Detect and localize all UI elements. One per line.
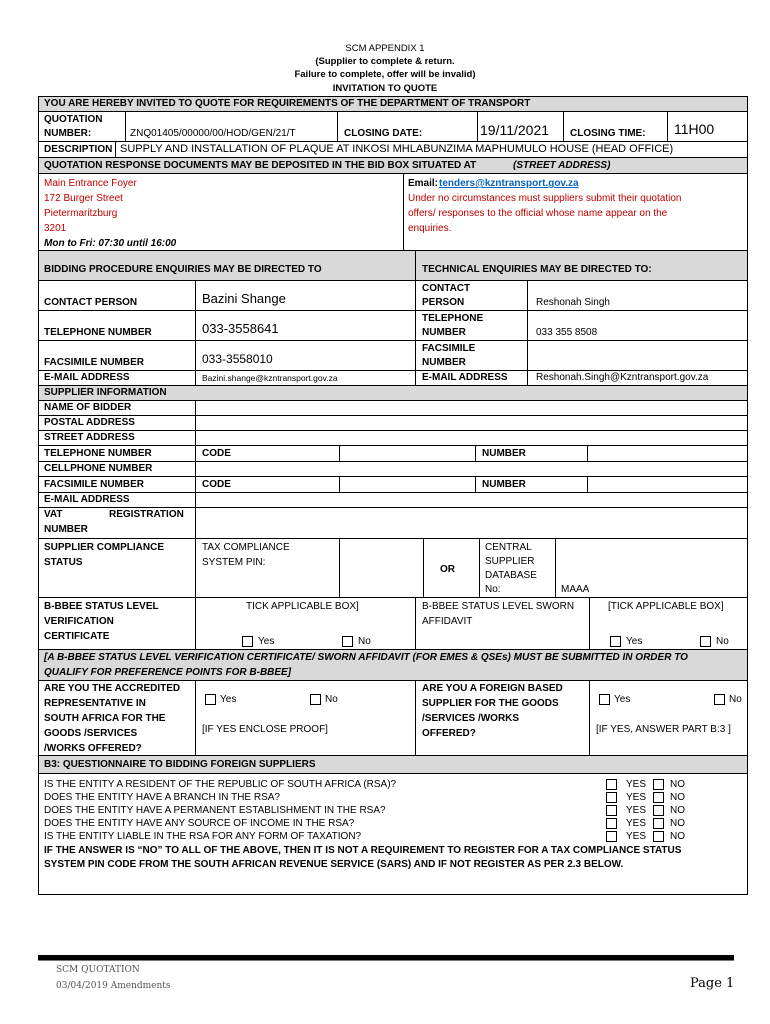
supplier-email-row [38, 492, 748, 507]
bbbee-certificate-cell [195, 598, 415, 649]
t-contact-label-2: PERSON [422, 297, 465, 308]
accredited-row [38, 680, 748, 755]
b3-question-5: IS THE ENTITY LIABLE IN THE RSA FOR ANY FORM OF TAXATION? [44, 831, 362, 842]
accredited-label-2: REPRESENTATIVE IN [44, 698, 146, 709]
contact-person-cell[interactable] [195, 281, 415, 310]
b3-q3-no-label: NO [670, 805, 685, 816]
foreign-label-2: SUPPLIER FOR THE GOODS [422, 698, 559, 709]
description-label: DESCRIPTION [44, 144, 113, 155]
postal-address-label: POSTAL ADDRESS [44, 417, 135, 428]
postal-address-row [38, 415, 748, 430]
b3-header [38, 755, 748, 773]
description-text: SUPPLY AND INSTALLATION OF PLAQUE AT INKOSI MHLABUNZIMA MAPHUMULO HOUSE (HEAD OFFICE) [120, 143, 674, 155]
supplier-telephone-row [38, 445, 748, 461]
vat-row [38, 507, 748, 538]
t-email-cell[interactable] [527, 371, 747, 385]
closing-time: 11H00 [674, 121, 715, 137]
or-label: OR [440, 564, 455, 575]
vat-field[interactable] [195, 508, 747, 538]
accredited-no-checkbox[interactable] [310, 694, 321, 705]
b3-q2-no-checkbox[interactable] [653, 792, 664, 803]
vat-label-2: REGISTRATION [109, 509, 184, 520]
b3-q4-no-checkbox[interactable] [653, 818, 664, 829]
telephone-number-field[interactable] [587, 446, 747, 461]
closing-time-label: CLOSING TIME: [570, 128, 646, 139]
b3-q5-yes-checkbox[interactable] [606, 831, 617, 842]
or-cell [423, 539, 479, 597]
b3-q3-yes-label: YES [626, 805, 647, 816]
invite-row [38, 96, 748, 111]
office-hours: Mon to Fri: 07:30 until 16:00 [44, 238, 177, 249]
t-fax-label-2: NUMBER [422, 357, 466, 368]
bidding-enquiries-title: BIDDING PROCEDURE ENQUIRIES MAY BE DIRECTED TO [44, 264, 322, 275]
page-number: Page 1 [690, 976, 735, 991]
fax-number-label: NUMBER [482, 479, 526, 490]
accredited-proof-note: [IF YES ENCLOSE PROOF] [202, 724, 328, 735]
b3-questions [38, 773, 748, 895]
supplier-info-header [38, 385, 748, 400]
enquiries-header-row [38, 250, 748, 280]
closing-time-label-cell [563, 112, 667, 141]
tender-email-link[interactable]: tenders@kzntransport.gov.za [439, 178, 579, 189]
description-cell[interactable] [115, 142, 747, 157]
b3-q5-no-checkbox[interactable] [653, 831, 664, 842]
b3-q1-yes-label: YES [626, 779, 647, 790]
submission-note-3: enquiries. [408, 223, 452, 234]
telephone-code-label-cell [195, 446, 339, 461]
fax-number-field[interactable] [587, 477, 747, 492]
accredited-label-5: /WORKS OFFERED? [44, 743, 142, 754]
t-tel-label-1: TELEPHONE [422, 313, 484, 324]
bbbee-cert-yes-checkbox[interactable] [242, 636, 253, 647]
b3-question-2: DOES THE ENTITY HAVE A BRANCH IN THE RSA? [44, 792, 280, 803]
sworn-yes-checkbox[interactable] [610, 636, 621, 647]
bbbee-label-2: VERIFICATION [44, 616, 114, 627]
accredited-label-1: ARE YOU THE ACCREDITED [44, 683, 181, 694]
tax-pin-label-1: TAX COMPLIANCE [202, 542, 290, 553]
fax-code-label-cell [195, 477, 339, 492]
technical-enquiries-title: TECHNICAL ENQUIRIES MAY BE DIRECTED TO: [422, 264, 652, 275]
quotation-number-cell[interactable] [125, 112, 337, 141]
email-cell[interactable] [195, 371, 415, 385]
tax-pin-field[interactable] [339, 539, 423, 597]
b3-q2-yes-label: YES [626, 792, 647, 803]
telephone-label: TELEPHONE NUMBER [44, 327, 152, 338]
foreign-yes-checkbox[interactable] [599, 694, 610, 705]
supplier-email-field[interactable] [195, 493, 747, 507]
bbbee-label-1: B-BBEE STATUS LEVEL [44, 601, 159, 612]
csd-label-1: CENTRAL [485, 542, 532, 553]
compliance-label-2: STATUS [44, 557, 83, 568]
telephone-value: 033-3558641 [202, 321, 279, 336]
address-line-4: 3201 [44, 223, 67, 234]
contact-person-value: Bazini Shange [202, 291, 286, 306]
tender-email-label: Email: [408, 178, 439, 189]
street-address-row [38, 430, 748, 445]
tick-applicable-1: TICK APPLICABLE BOX] [246, 601, 359, 612]
sworn-affidavit-cell [589, 598, 747, 649]
b3-q2-no-label: NO [670, 792, 685, 803]
vat-label-3: NUMBER [44, 524, 88, 535]
bbbee-row [38, 597, 748, 649]
b3-q1-no-label: NO [670, 779, 685, 790]
foreign-yes-label: Yes [614, 694, 631, 705]
t-tel-label-2: NUMBER [422, 327, 466, 338]
vat-label-1: VAT [44, 509, 63, 520]
fax-row [38, 340, 748, 370]
tick-applicable-2: [TICK APPLICABLE BOX] [608, 601, 724, 612]
cellphone-row [38, 461, 748, 476]
contact-person-row [38, 280, 748, 310]
bbbee-note-1: [A B-BBEE STATUS LEVEL VERIFICATION CERTIFICATE/ SWORN AFFIDAVIT (FOR EMES & QSEs) MUST BE SUBMITTED IN ORDER TO [44, 652, 688, 663]
address-line-3: Pietermaritzburg [44, 208, 118, 219]
sworn-label-2: AFFIDAVIT [422, 616, 473, 627]
foreign-label-3: /SERVICES /WORKS [422, 713, 520, 724]
deposit-row [38, 157, 748, 173]
telephone-row [38, 310, 748, 340]
submission-note-1: Under no circumstances must suppliers submit their quotation [408, 193, 682, 204]
t-tel-value: 033 355 8508 [536, 327, 598, 338]
appendix-title: SCM APPENDIX 1 [345, 43, 425, 54]
b3-q4-yes-checkbox[interactable] [606, 818, 617, 829]
b3-final-note-1: IF THE ANSWER IS “NO” TO ALL OF THE ABOVE, THEN IT IS NOT A REQUIREMENT TO REGISTER FOR A TAX COMPLIANCE STATUS [44, 845, 682, 856]
foreign-part-b3-note: [IF YES, ANSWER PART B:3 ] [596, 724, 731, 735]
foreign-no-label: No [729, 694, 742, 705]
closing-date-label-cell [337, 112, 477, 141]
invite-text: YOU ARE HEREBY INVITED TO QUOTE FOR REQUIREMENTS OF THE DEPARTMENT OF TRANSPORT [44, 98, 531, 109]
street-address-field[interactable] [195, 431, 747, 445]
deposit-text: QUOTATION RESPONSE DOCUMENTS MAY BE DEPOSITED IN THE BID BOX SITUATED AT [44, 160, 477, 171]
fax-code-field[interactable] [339, 477, 475, 492]
accredited-yes-label: Yes [220, 694, 237, 705]
address-line-1: Main Entrance Foyer [44, 178, 137, 189]
t-contact-label-1: CONTACT [422, 283, 471, 294]
technical-title-cell [415, 251, 747, 280]
supplier-telephone-label: TELEPHONE NUMBER [44, 448, 152, 459]
quotation-number-row [38, 111, 748, 141]
compliance-row [38, 538, 748, 597]
csd-label-2: SUPPLIER [485, 556, 535, 567]
b3-q2-yes-checkbox[interactable] [606, 792, 617, 803]
csd-label-4: No: [485, 584, 501, 595]
t-fax-label-1: FACSIMILE [422, 343, 476, 354]
postal-address-field[interactable] [195, 416, 747, 430]
accredited-label-3: SOUTH AFRICA FOR THE [44, 713, 166, 724]
bidder-name-label: NAME OF BIDDER [44, 402, 132, 413]
contact-person-label: CONTACT PERSON [44, 297, 138, 308]
accredited-label-4: GOODS /SERVICES [44, 728, 138, 739]
b3-title: B3: QUESTIONNAIRE TO BIDDING FOREIGN SUPPLIERS [44, 759, 316, 770]
bbbee-label-3: CERTIFICATE [44, 631, 110, 642]
closing-date-cell[interactable] [477, 112, 563, 141]
b3-q1-no-checkbox[interactable] [653, 779, 664, 790]
b3-q5-yes-label: YES [626, 831, 647, 842]
bbbee-note-row [38, 649, 748, 680]
fax-value: 033-3558010 [202, 352, 273, 366]
street-address-label: STREET ADDRESS [44, 432, 135, 443]
fax-label: FACSIMILE NUMBER [44, 357, 144, 368]
foreign-label-1: ARE YOU A FOREIGN BASED [422, 683, 563, 694]
csd-prefix: MAAA [561, 584, 590, 595]
b3-q1-yes-checkbox[interactable] [606, 779, 617, 790]
accredited-answer-cell [195, 681, 415, 755]
sworn-affidavit-label-cell [415, 598, 589, 649]
tax-pin-label-cell [195, 539, 339, 597]
telephone-cell[interactable] [195, 311, 415, 340]
supplier-info-title: SUPPLIER INFORMATION [44, 387, 167, 398]
t-fax-label-cell [415, 341, 527, 370]
footer-rule [38, 955, 734, 961]
bbbee-cert-yes-label: Yes [258, 636, 275, 647]
telephone-code-label: CODE [202, 448, 231, 459]
footer-amendments: 03/04/2019 Amendments [56, 981, 171, 991]
quotation-number: ZNQ01405/00000/00/HOD/GEN/21/T [130, 128, 296, 139]
b3-question-4: DOES THE ENTITY HAVE ANY SOURCE OF INCOME IN THE RSA? [44, 818, 355, 829]
foreign-no-checkbox[interactable] [714, 694, 725, 705]
foreign-answer-cell [589, 681, 747, 755]
address-line-2: 172 Burger Street [44, 193, 123, 204]
deposit-street-address: (STREET ADDRESS) [513, 160, 611, 171]
sworn-yes-label: Yes [626, 636, 643, 647]
b3-q3-no-checkbox[interactable] [653, 805, 664, 816]
fax-cell[interactable] [195, 341, 415, 370]
b3-q3-yes-checkbox[interactable] [606, 805, 617, 816]
appendix-instruction: (Supplier to complete & return. [315, 56, 455, 67]
supplier-email-label: E-MAIL ADDRESS [44, 494, 130, 505]
tax-pin-label-2: SYSTEM PIN: [202, 557, 266, 568]
quotation-label: QUOTATION [44, 114, 103, 125]
address-right-cell [403, 174, 747, 250]
email-value: Bazini.shange@kzntransport.gov.za [202, 373, 338, 383]
telephone-code-field[interactable] [339, 446, 475, 461]
foreign-label-cell [415, 681, 589, 755]
fax-number-label-cell [475, 477, 587, 492]
t-tel-label-cell [415, 311, 527, 340]
accredited-no-label: No [325, 694, 338, 705]
sworn-no-label: No [716, 636, 729, 647]
t-tel-cell[interactable] [527, 311, 747, 340]
fax-code-label: CODE [202, 479, 231, 490]
quotation-number-label: NUMBER: [44, 128, 92, 139]
sworn-label-1: B-BBEE STATUS LEVEL SWORN [422, 601, 575, 612]
t-email-label-cell [415, 371, 527, 385]
accredited-yes-checkbox[interactable] [205, 694, 216, 705]
b3-question-1: IS THE ENTITY A RESIDENT OF THE REPUBLIC OF SOUTH AFRICA (RSA)? [44, 779, 397, 790]
submission-note-2: offers/ responses to the official whose name appear on the [408, 208, 668, 219]
supplier-fax-label: FACSIMILE NUMBER [44, 479, 144, 490]
b3-question-3: DOES THE ENTITY HAVE A PERMANENT ESTABLISHMENT IN THE RSA? [44, 805, 386, 816]
b3-q5-no-label: NO [670, 831, 685, 842]
csd-label-3: DATABASE [485, 570, 537, 581]
compliance-label-1: SUPPLIER COMPLIANCE [44, 542, 165, 553]
description-row [38, 141, 748, 157]
bbbee-cert-no-label: No [358, 636, 371, 647]
t-fax-cell[interactable] [527, 341, 747, 370]
address-row [38, 173, 748, 250]
appendix-warning: Failure to complete, offer will be invalid) [294, 69, 476, 80]
t-email-label: E-MAIL ADDRESS [422, 372, 508, 383]
t-contact-cell[interactable] [527, 281, 747, 310]
email-row [38, 370, 748, 385]
supplier-fax-row [38, 476, 748, 492]
b3-q4-yes-label: YES [626, 818, 647, 829]
bidder-name-field[interactable] [195, 401, 747, 415]
telephone-number-label: NUMBER [482, 448, 526, 459]
bidder-name-row [38, 400, 748, 415]
email-label: E-MAIL ADDRESS [44, 372, 130, 383]
closing-time-cell[interactable] [667, 112, 747, 141]
csd-number-field[interactable] [555, 539, 747, 597]
cellphone-label: CELLPHONE NUMBER [44, 463, 153, 474]
csd-label-cell [479, 539, 555, 597]
t-contact-label-cell [415, 281, 527, 310]
closing-date-label: CLOSING DATE: [344, 128, 423, 139]
quotation-form [38, 96, 748, 895]
b3-final-note-2: SYSTEM PIN CODE FROM THE SOUTH AFRICAN REVENUE SERVICE (SARS) AND IF NOT REGISTER AS PER 2.3 BELOW. [44, 859, 624, 870]
t-email-value: Reshonah.Singh@Kzntransport.gov.za [536, 372, 709, 383]
cellphone-field[interactable] [195, 462, 747, 476]
foreign-label-4: OFFERED? [422, 728, 476, 739]
bbbee-cert-no-checkbox[interactable] [342, 636, 353, 647]
t-contact-value: Reshonah Singh [536, 297, 610, 308]
telephone-number-label-cell [475, 446, 587, 461]
closing-date: 19/11/2021 [480, 122, 550, 138]
bbbee-note-2: QUALIFY FOR PREFERENCE POINTS FOR B-BBEE] [44, 667, 292, 678]
invitation-title: INVITATION TO QUOTE [332, 83, 438, 94]
b3-q4-no-label: NO [670, 818, 685, 829]
footer-doc-name: SCM QUOTATION [56, 965, 140, 975]
sworn-no-checkbox[interactable] [700, 636, 711, 647]
